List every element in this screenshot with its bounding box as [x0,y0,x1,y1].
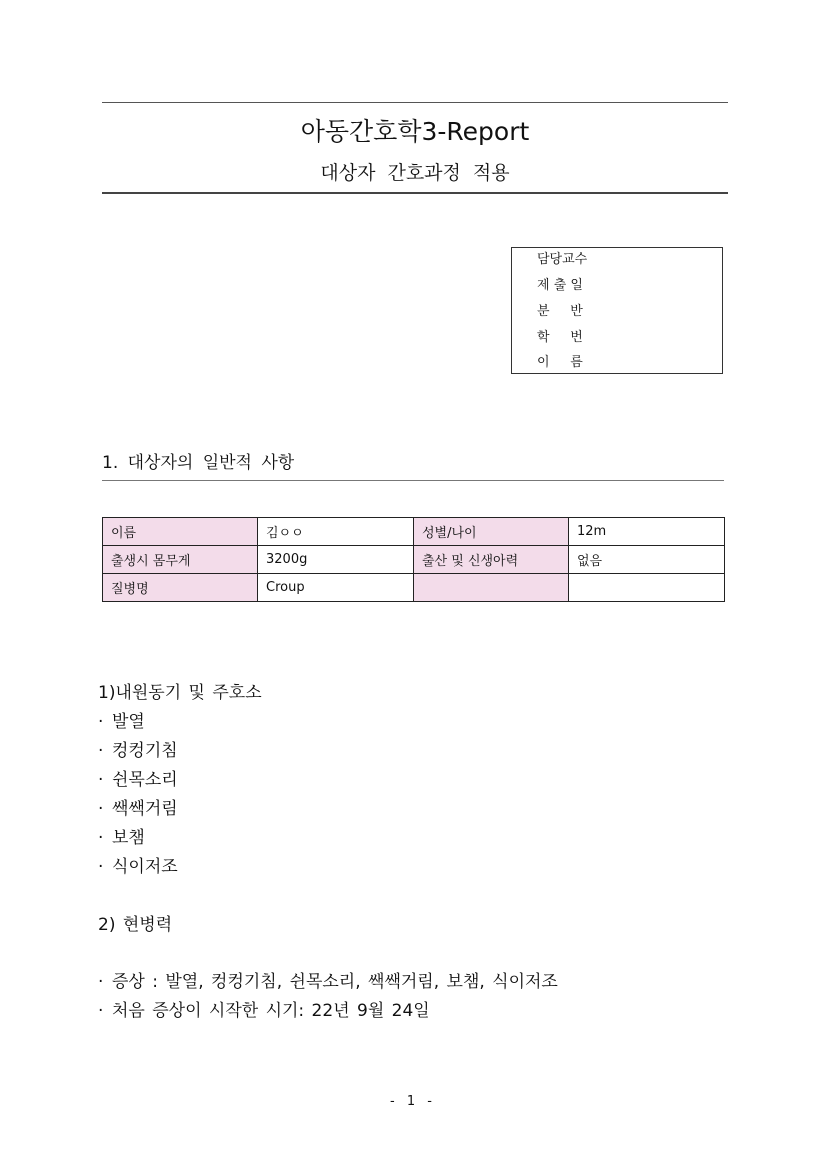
section-title-general: 1. 대상자의 일반적 사항 [102,453,295,473]
list-item-text: 처음 증상이 시작한 시기: 22년 9월 24일 [112,1001,430,1021]
bullet-mark: · [98,1001,104,1021]
table-value: 김ㅇㅇ [258,518,414,546]
bullet-mark: · [98,712,104,732]
list-item [98,996,430,1021]
table-label: 질병명 [103,574,258,602]
table-row [103,518,725,546]
submission-info-box [511,247,723,374]
bullet-mark: · [98,857,104,877]
table-label: 성별/나이 [414,518,569,546]
table-label [414,574,569,602]
table-label: 출산 및 신생아력 [414,546,569,574]
list-item [98,852,178,877]
list-item [98,823,145,848]
list-item [98,765,178,790]
bullet-mark: · [98,799,104,819]
list-item-text: 발열 [112,712,145,732]
chief-complaint-heading: 1)내원동기 및 주호소 [98,683,262,703]
list-item-text: 컹컹기침 [112,741,178,761]
table-value: Croup [258,574,414,602]
table-value: 12m [569,518,725,546]
header-top-rule [102,102,728,103]
list-item-text: 쌕쌕거림 [112,799,178,819]
patient-info-table [102,517,725,602]
info-student-id: 학 번 [537,330,583,345]
table-row [103,546,725,574]
list-item [98,736,178,761]
present-illness-heading: 2) 현병력 [98,915,173,935]
bullet-mark: · [98,770,104,790]
document-title: 아동간호학3-Report [300,117,530,146]
bullet-mark: · [98,972,104,992]
list-item-text: 쉰목소리 [112,770,178,790]
list-item [98,707,145,732]
list-item-text: 증상 : 발열, 컹컹기침, 쉰목소리, 쌕쌕거림, 보챔, 식이저조 [112,972,558,992]
section-rule [102,480,724,481]
list-item-text: 식이저조 [112,857,178,877]
info-class: 분 반 [537,304,583,319]
table-label: 이름 [103,518,258,546]
table-row [103,574,725,602]
table-value [569,574,725,602]
bullet-mark: · [98,828,104,848]
list-item-text: 보챔 [112,828,145,848]
table-value: 3200g [258,546,414,574]
list-item [98,794,178,819]
header-bottom-rule [102,192,728,194]
info-submit-date: 제 출 일 [537,278,583,293]
bullet-mark: · [98,741,104,761]
info-professor: 담당교수 [537,252,588,267]
table-label: 출생시 몸무게 [103,546,258,574]
table-value: 없음 [569,546,725,574]
list-item [98,967,558,992]
document-subtitle: 대상자 간호과정 적용 [320,162,510,184]
info-name: 이 름 [537,355,583,370]
page-number: - 1 - [390,1094,436,1109]
